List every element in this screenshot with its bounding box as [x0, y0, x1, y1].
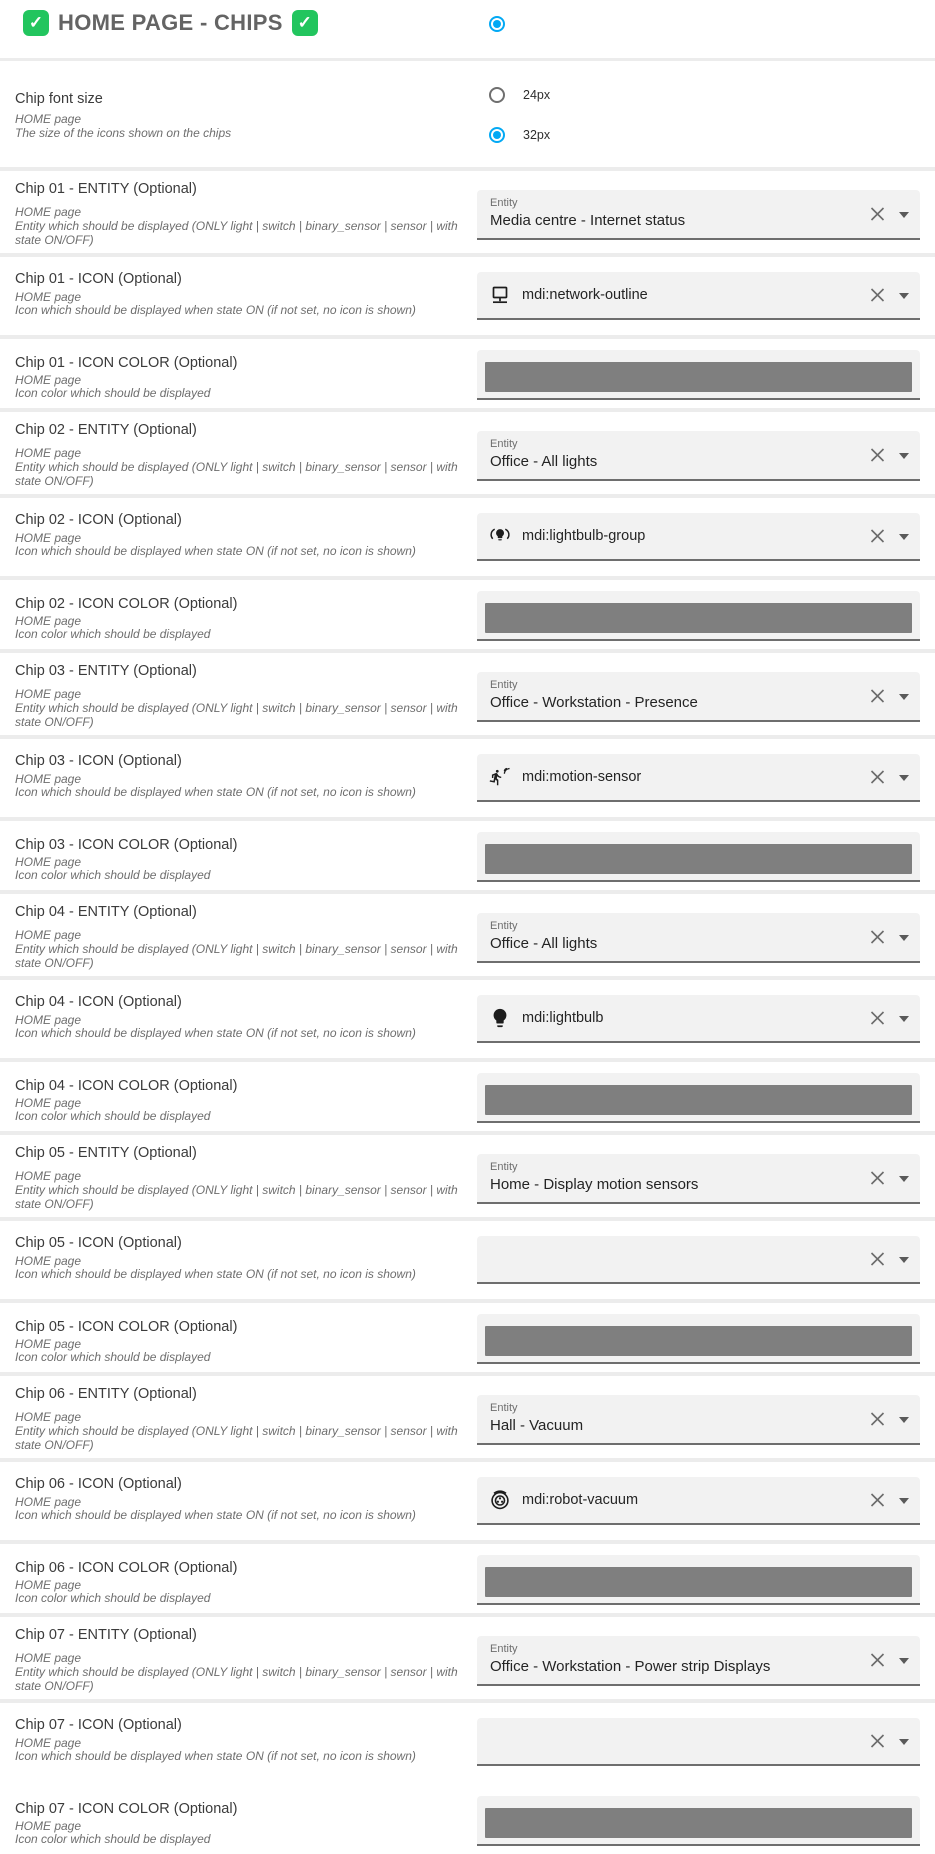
row-page-label: HOME page	[15, 1013, 82, 1027]
clear-icon[interactable]	[869, 688, 886, 705]
row-title: Chip 04 - ICON COLOR (Optional)	[15, 1078, 238, 1094]
row-description: Icon color which should be displayed	[15, 386, 211, 400]
chip-entity-row	[0, 1376, 935, 1458]
color-picker-field[interactable]	[477, 1073, 920, 1123]
entity-field-label: Entity	[490, 1402, 518, 1414]
clear-icon[interactable]	[869, 1010, 886, 1027]
clear-icon[interactable]	[869, 1170, 886, 1187]
mdi-icon	[489, 525, 511, 547]
setting-description: The size of the icons shown on the chips	[15, 126, 232, 140]
radio-button[interactable]	[489, 127, 505, 143]
entity-select-field[interactable]	[477, 190, 920, 240]
color-swatch	[485, 1567, 912, 1597]
mdi-icon	[489, 1489, 511, 1511]
mdi-icon	[489, 1007, 511, 1029]
row-title: Chip 06 - ICON COLOR (Optional)	[15, 1560, 238, 1576]
chevron-down-icon[interactable]	[899, 293, 909, 299]
color-swatch	[485, 1808, 912, 1838]
icon-select-field[interactable]	[477, 1236, 920, 1284]
chip-entity-row	[0, 1135, 935, 1217]
row-description: Icon which should be displayed when state ON (if not set, no icon is shown)	[15, 1749, 416, 1763]
row-page-label: HOME page	[15, 1819, 82, 1833]
row-description: Icon which should be displayed when state ON (if not set, no icon is shown)	[15, 544, 416, 558]
row-description: Icon which should be displayed when state ON (if not set, no icon is shown)	[15, 785, 416, 799]
row-description: Icon which should be displayed when state ON (if not set, no icon is shown)	[15, 1508, 416, 1522]
row-page-label: HOME page	[15, 687, 82, 701]
chip-icon-row	[0, 257, 935, 335]
chevron-down-icon[interactable]	[899, 212, 909, 218]
row-page-label: HOME page	[15, 205, 82, 219]
clear-icon[interactable]	[869, 1492, 886, 1509]
entity-field-value: Office - Workstation - Presence	[490, 694, 698, 711]
chevron-down-icon[interactable]	[899, 1417, 909, 1423]
chip-icon-row	[0, 1221, 935, 1299]
icon-field-value: mdi:motion-sensor	[522, 769, 642, 785]
chip-entity-row	[0, 1617, 935, 1699]
row-description: Entity which should be displayed (ONLY light | switch | binary_sensor | sensor | with state ON/OFF)	[15, 942, 458, 970]
chip-icon-row	[0, 1703, 935, 1781]
chevron-down-icon[interactable]	[899, 453, 909, 459]
row-description: Entity which should be displayed (ONLY light | switch | binary_sensor | sensor | with state ON/OFF)	[15, 1665, 458, 1693]
row-title: Chip 03 - ICON COLOR (Optional)	[15, 837, 238, 853]
row-page-label: HOME page	[15, 1337, 82, 1351]
row-title: Chip 03 - ENTITY (Optional)	[15, 663, 197, 679]
row-page-label: HOME page	[15, 1578, 82, 1592]
chevron-down-icon[interactable]	[899, 534, 909, 540]
chip-icon-row	[0, 980, 935, 1058]
row-title: Chip 01 - ICON (Optional)	[15, 271, 182, 287]
color-picker-field[interactable]	[477, 1314, 920, 1364]
entity-select-field[interactable]	[477, 431, 920, 481]
entity-field-label: Entity	[490, 197, 518, 209]
row-title: Chip 02 - ENTITY (Optional)	[15, 422, 197, 438]
chip-icon-row	[0, 498, 935, 576]
row-description: Entity which should be displayed (ONLY light | switch | binary_sensor | sensor | with state ON/OFF)	[15, 460, 458, 488]
row-description: Icon which should be displayed when state ON (if not set, no icon is shown)	[15, 1267, 416, 1281]
row-title: Chip 02 - ICON (Optional)	[15, 512, 182, 528]
chip-icon-color-row	[0, 580, 935, 649]
entity-select-field[interactable]	[477, 1395, 920, 1445]
row-page-label: HOME page	[15, 614, 82, 628]
radio-label: 24px	[523, 88, 551, 102]
row-page-label: HOME page	[15, 290, 82, 304]
mdi-icon	[489, 1248, 511, 1270]
color-swatch	[485, 1326, 912, 1356]
clear-icon[interactable]	[869, 287, 886, 304]
row-page-label: HOME page	[15, 373, 82, 387]
chevron-down-icon[interactable]	[899, 1739, 909, 1745]
clear-icon[interactable]	[869, 929, 886, 946]
row-description: Icon color which should be displayed	[15, 1350, 211, 1364]
setting-title: Chip font size	[15, 91, 103, 107]
row-title: Chip 04 - ENTITY (Optional)	[15, 904, 197, 920]
clear-icon[interactable]	[869, 1251, 886, 1268]
font-size-option-32px[interactable]	[489, 127, 550, 143]
header-radio-button[interactable]	[489, 16, 505, 32]
chip-icon-row	[0, 1462, 935, 1540]
entity-field-label: Entity	[490, 1643, 518, 1655]
chevron-down-icon[interactable]	[899, 1257, 909, 1263]
row-page-label: HOME page	[15, 446, 82, 460]
row-page-label: HOME page	[15, 1169, 82, 1183]
entity-field-label: Entity	[490, 920, 518, 932]
clear-icon[interactable]	[869, 528, 886, 545]
setting-page-label: HOME page	[15, 112, 82, 126]
icon-field-value: mdi:lightbulb-group	[522, 528, 646, 544]
row-description: Entity which should be displayed (ONLY light | switch | binary_sensor | sensor | with state ON/OFF)	[15, 1424, 458, 1452]
icon-select-field[interactable]	[477, 272, 920, 320]
row-title: Chip 05 - ICON (Optional)	[15, 1235, 182, 1251]
row-title: Chip 05 - ENTITY (Optional)	[15, 1145, 197, 1161]
chevron-down-icon[interactable]	[899, 1016, 909, 1022]
chevron-down-icon[interactable]	[899, 1176, 909, 1182]
chip-settings-list	[0, 171, 935, 1854]
row-title: Chip 01 - ENTITY (Optional)	[15, 181, 197, 197]
color-swatch	[485, 603, 912, 633]
row-description: Icon color which should be displayed	[15, 627, 211, 641]
row-description: Icon color which should be displayed	[15, 1591, 211, 1605]
row-description: Entity which should be displayed (ONLY light | switch | binary_sensor | sensor | with state ON/OFF)	[15, 219, 458, 247]
chip-icon-row	[0, 739, 935, 817]
check-emoji-icon: ✓	[292, 10, 318, 36]
row-description: Icon color which should be displayed	[15, 868, 211, 882]
row-description: Icon color which should be displayed	[15, 1832, 211, 1846]
mdi-icon	[489, 284, 511, 306]
entity-select-field[interactable]	[477, 913, 920, 963]
color-picker-field[interactable]	[477, 1555, 920, 1605]
chevron-down-icon[interactable]	[899, 694, 909, 700]
icon-field-value: mdi:robot-vacuum	[522, 1492, 639, 1508]
chip-icon-color-row	[0, 339, 935, 408]
mdi-icon	[489, 766, 511, 788]
row-description: Icon which should be displayed when state ON (if not set, no icon is shown)	[15, 1026, 416, 1040]
chevron-down-icon[interactable]	[899, 775, 909, 781]
row-page-label: HOME page	[15, 1254, 82, 1268]
chip-entity-row	[0, 171, 935, 253]
row-page-label: HOME page	[15, 928, 82, 942]
chip-icon-color-row	[0, 1062, 935, 1131]
font-size-option-24px[interactable]	[489, 87, 550, 103]
entity-field-label: Entity	[490, 438, 518, 450]
color-picker-field[interactable]	[477, 832, 920, 882]
chip-font-size-row	[0, 61, 935, 167]
row-title: Chip 05 - ICON COLOR (Optional)	[15, 1319, 238, 1335]
row-title: Chip 06 - ENTITY (Optional)	[15, 1386, 197, 1402]
clear-icon[interactable]	[869, 1411, 886, 1428]
entity-select-field[interactable]	[477, 1636, 920, 1686]
row-title: Chip 02 - ICON COLOR (Optional)	[15, 596, 238, 612]
chevron-down-icon[interactable]	[899, 935, 909, 941]
check-emoji-icon: ✓	[23, 10, 49, 36]
clear-icon[interactable]	[869, 1652, 886, 1669]
clear-icon[interactable]	[869, 1733, 886, 1750]
icon-select-field[interactable]	[477, 513, 920, 561]
row-title: Chip 01 - ICON COLOR (Optional)	[15, 355, 238, 371]
icon-field-value: mdi:network-outline	[522, 287, 648, 303]
icon-select-field[interactable]	[477, 995, 920, 1043]
row-title: Chip 07 - ICON COLOR (Optional)	[15, 1801, 238, 1817]
entity-field-label: Entity	[490, 679, 518, 691]
page-title-group	[23, 10, 318, 36]
chip-entity-row	[0, 653, 935, 735]
row-title: Chip 06 - ICON (Optional)	[15, 1476, 182, 1492]
icon-select-field[interactable]	[477, 754, 920, 802]
entity-field-value: Office - Workstation - Power strip Displays	[490, 1658, 771, 1675]
color-picker-field[interactable]	[477, 591, 920, 641]
clear-icon[interactable]	[869, 206, 886, 223]
radio-button[interactable]	[489, 87, 505, 103]
row-page-label: HOME page	[15, 1096, 82, 1110]
icon-select-field[interactable]	[477, 1718, 920, 1766]
radio-label: 32px	[523, 128, 551, 142]
row-title: Chip 04 - ICON (Optional)	[15, 994, 182, 1010]
mdi-icon	[489, 1730, 511, 1752]
chip-icon-color-row	[0, 1785, 935, 1854]
color-picker-field[interactable]	[477, 350, 920, 400]
chip-icon-color-row	[0, 1303, 935, 1372]
entity-field-value: Office - All lights	[490, 935, 598, 952]
row-title: Chip 03 - ICON (Optional)	[15, 753, 182, 769]
entity-field-value: Home - Display motion sensors	[490, 1176, 699, 1193]
row-description: Icon which should be displayed when state ON (if not set, no icon is shown)	[15, 303, 416, 317]
chip-entity-row	[0, 894, 935, 976]
row-page-label: HOME page	[15, 531, 82, 545]
entity-field-value: Office - All lights	[490, 453, 598, 470]
color-swatch	[485, 1085, 912, 1115]
row-page-label: HOME page	[15, 1736, 82, 1750]
entity-field-value: Hall - Vacuum	[490, 1417, 584, 1434]
row-description: Entity which should be displayed (ONLY light | switch | binary_sensor | sensor | with state ON/OFF)	[15, 701, 458, 729]
entity-select-field[interactable]	[477, 672, 920, 722]
icon-select-field[interactable]	[477, 1477, 920, 1525]
entity-field-value: Media centre - Internet status	[490, 212, 686, 229]
entity-select-field[interactable]	[477, 1154, 920, 1204]
clear-icon[interactable]	[869, 769, 886, 786]
color-picker-field[interactable]	[477, 1796, 920, 1846]
row-description: Entity which should be displayed (ONLY light | switch | binary_sensor | sensor | with state ON/OFF)	[15, 1183, 458, 1211]
row-page-label: HOME page	[15, 1495, 82, 1509]
page-header	[0, 0, 935, 58]
row-page-label: HOME page	[15, 1410, 82, 1424]
color-swatch	[485, 362, 912, 392]
clear-icon[interactable]	[869, 447, 886, 464]
row-title: Chip 07 - ENTITY (Optional)	[15, 1627, 197, 1643]
color-swatch	[485, 844, 912, 874]
chevron-down-icon[interactable]	[899, 1658, 909, 1664]
chevron-down-icon[interactable]	[899, 1498, 909, 1504]
row-title: Chip 07 - ICON (Optional)	[15, 1717, 182, 1733]
row-page-label: HOME page	[15, 772, 82, 786]
row-description: Icon color which should be displayed	[15, 1109, 211, 1123]
entity-field-label: Entity	[490, 1161, 518, 1173]
icon-field-value: mdi:lightbulb	[522, 1010, 604, 1026]
row-page-label: HOME page	[15, 855, 82, 869]
chip-icon-color-row	[0, 1544, 935, 1613]
chip-entity-row	[0, 412, 935, 494]
page-title: HOME PAGE - CHIPS	[58, 10, 283, 35]
row-page-label: HOME page	[15, 1651, 82, 1665]
chip-icon-color-row	[0, 821, 935, 890]
